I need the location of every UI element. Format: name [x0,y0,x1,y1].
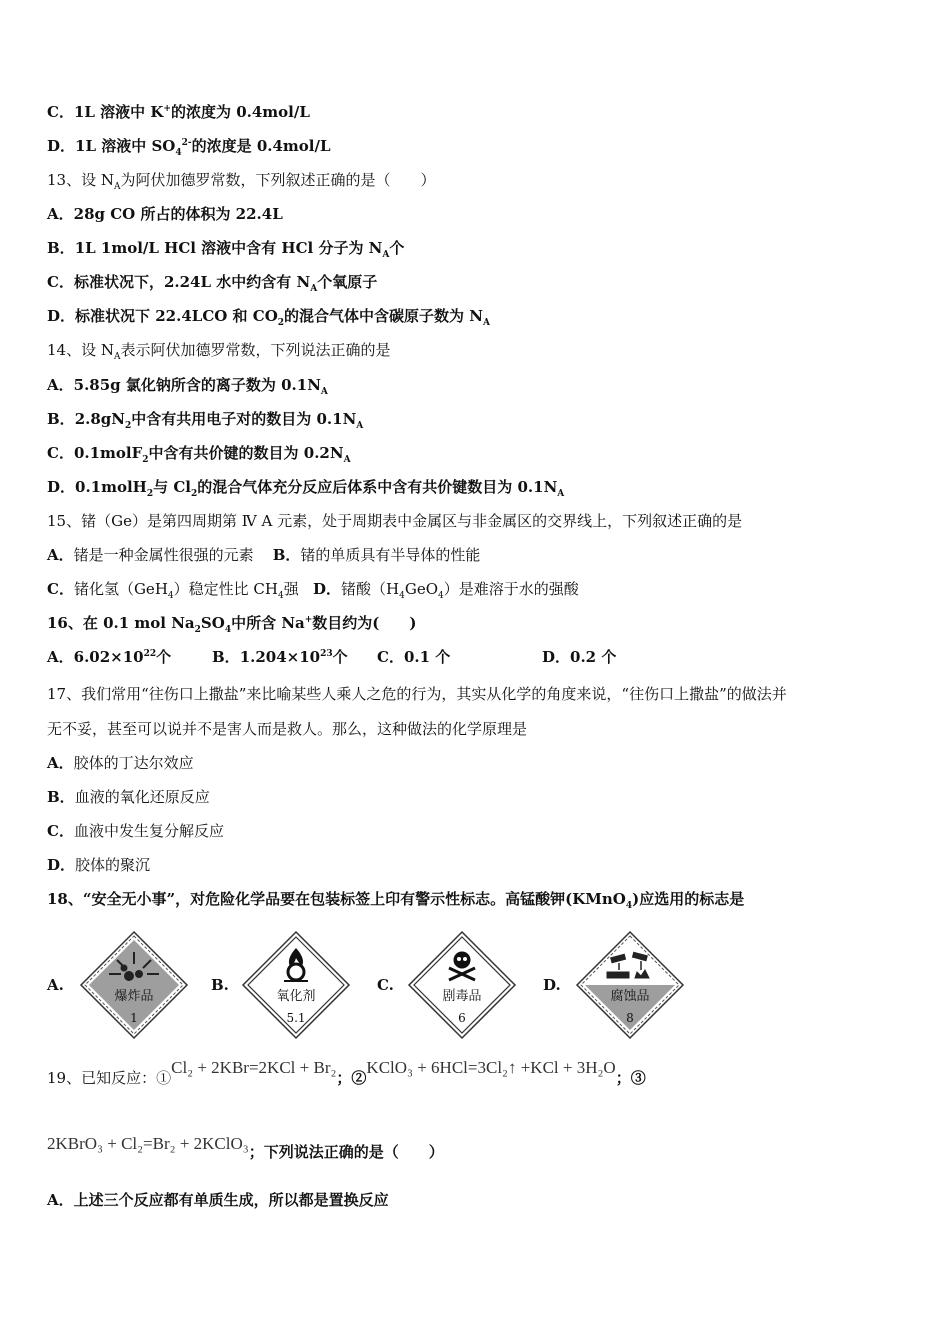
text: 的混合气体中含碳原子数为 N [284,307,483,325]
hazard-name: 腐蚀品 [610,989,650,1004]
hazard-class-number: 5.1 [286,1011,306,1025]
q14-option-a [47,375,328,395]
q13-option-c [47,272,377,292]
sub: A [482,318,490,328]
sub: 4 [438,591,444,601]
sub: A [382,250,390,260]
text: SO [200,614,225,632]
option-label: A． [47,546,74,564]
text: ）是难溶于水的强酸 [443,580,579,598]
reaction-formula-2: KClO₃ + 6HCl=3Cl₂↑ +KCl + 3H₂O [366,1058,616,1077]
text: 中所含 Na [231,614,305,632]
option-label: D. [543,976,561,994]
q16-options [47,647,616,667]
sup: + [304,615,313,625]
q18-stem [47,889,744,909]
option-label: D． [47,137,76,155]
text: 锗化氢（GeH [73,580,168,598]
option-label: B. [211,976,229,994]
option-label: B． [212,648,240,666]
q15-options-ab [47,545,480,565]
option-label: D． [47,856,76,874]
text: 0.1 个 [403,648,451,666]
text: 中含有共用电子对的数目为 0.1N [131,410,357,428]
q16-option-c [377,647,542,667]
sub: 4 [625,901,633,911]
text: 血液中发生复分解反应 [73,822,224,840]
sup: 23 [320,649,333,659]
q16-option-d [542,647,616,667]
option-label: C． [47,273,74,291]
q17-option-a [47,753,194,773]
sub: 4 [277,591,284,601]
hazard-name: 剧毒品 [442,989,482,1004]
oxidizer-hazard-sign [241,930,351,1040]
option-label: C． [47,822,74,840]
text: ；下列说法正确的是（ ） [248,1143,444,1161]
text: 的浓度是 0.4mol/L [191,137,331,155]
q17-option-b [47,787,210,807]
text: 表示阿伏加德罗常数，下列说法正确的是 [120,341,391,359]
option-label: C. [377,976,394,994]
option-label: B． [47,239,75,257]
reaction-formula-1: Cl₂ + 2KBr=2KCl + Br₂ [171,1058,337,1077]
q14-option-b [47,409,363,429]
text: 标准状况下 22.4LCO 和 CO [75,307,278,325]
text: 血液的氧化还原反应 [74,788,210,806]
option-label: D． [47,478,76,496]
q17-stem-1 [47,684,787,704]
text: 无不妥，甚至可以说并不是害人而是救人。那么，这种做法的化学原理是 [47,720,528,738]
text: 为阿伏加德罗常数，下列叙述正确的是（ ） [120,171,436,189]
text: 28g CO 所占的体积为 22.4L [73,205,283,223]
option-label: C． [47,580,74,598]
sub: 2 [194,625,201,635]
text: 强 [283,580,299,598]
hazard-options [47,930,747,1040]
q16-option-a [47,647,212,667]
text: 胶体的聚沉 [75,856,151,874]
q17-option-c [47,821,224,841]
q13-stem [47,170,436,190]
sub: 4 [175,148,182,158]
q13-option-a [47,204,283,224]
hazard-class-number: 6 [458,1011,466,1025]
text: 数目约为( ) [312,614,417,632]
text: 上述三个反应都有单质生成，所以都是置换反应 [73,1191,389,1209]
sub: 2 [190,489,198,499]
sub: 4 [399,591,405,601]
text: 个 [156,648,172,666]
circled-number: ；③ [615,1069,646,1087]
sub: A [310,284,318,294]
sub: 2 [146,489,154,499]
explosive-hazard-sign [79,930,189,1040]
option-label: D． [542,648,571,666]
sup: 22 [143,649,157,659]
text: 19、已知反应： [47,1069,157,1087]
sub: 4 [167,591,174,601]
sub: A [113,352,121,362]
corrosive-hazard-sign [575,930,685,1040]
text: ）稳定性比 CH [173,580,278,598]
sub: A [320,387,328,397]
text: 1L 1mol/L HCl 溶液中含有 HCl 分子为 N [74,239,383,257]
option-label: A． [47,376,74,394]
text: 与 Cl [153,478,191,496]
reaction-formula-3: 2KBrO₃ + Cl₂=Br₂ + 2KClO₃ [47,1134,249,1153]
option-label: A． [47,205,74,223]
text: 锗酸（H [341,580,400,598]
sub: A [113,182,121,192]
q17-stem-2 [47,719,527,739]
q13-option-d [47,306,490,326]
text: 1L 溶液中 K [73,103,164,121]
q12-option-d [47,136,331,156]
q13-option-b [47,238,404,258]
text: 个 [389,239,405,257]
text: 标准状况下，2.24L 水中约含有 N [73,273,311,291]
text: GeO [404,580,439,598]
option-label: C． [47,103,74,121]
sub: 2 [124,421,132,431]
hazard-name: 氧化剂 [276,989,316,1004]
circled-number: ① [156,1069,172,1087]
option-label: C． [377,648,404,666]
text: 5.85g 氯化钠所含的离子数为 0.1N [73,376,321,394]
sub: A [557,489,565,499]
sub: A [343,455,351,465]
q15-options-cd [47,579,579,599]
option-label: A． [47,1191,74,1209]
sup: 2- [181,138,192,148]
text: 2.8gN [74,410,125,428]
text: 个氧原子 [317,273,378,291]
option-label: A． [47,754,74,772]
text: 0.1molH [75,478,147,496]
q19-stem [47,1058,646,1088]
hazard-name: 爆炸品 [114,989,154,1004]
text: 0.2 个 [570,648,617,666]
q12-option-c [47,102,310,122]
option-label: D． [313,580,342,598]
text: 锗的单质具有半导体的性能 [300,546,481,564]
text: 14、设 N [47,341,114,359]
text: 中含有共价键的数目为 0.2N [148,444,344,462]
option-label: B． [47,410,75,428]
text: 个 [332,648,348,666]
sub: 2 [142,455,149,465]
q19-stem-2 [47,1134,444,1161]
option-label: C． [47,444,74,462]
option-label: B． [47,788,75,806]
option-label: A. [47,976,64,994]
text: 15、锗（Ge）是第四周期第 Ⅳ A 元素，处于周期表中金属区与非金属区的交界线上，下列叙述正确的是 [47,512,743,530]
text: 锗是一种金属性很强的元素 [73,546,254,564]
q15-stem [47,511,742,531]
text: 1.204×10 [239,648,321,666]
text: 16、在 0.1 mol Na [47,614,195,632]
text: 0.1molF [73,444,143,462]
text: 13、设 N [47,171,114,189]
circled-number: ；② [336,1069,367,1087]
hazard-class-number: 8 [626,1011,634,1025]
q14-option-d [47,477,564,497]
text: 胶体的丁达尔效应 [73,754,194,772]
text: 的混合气体充分反应后体系中含有共价键数目为 0.1N [197,478,558,496]
option-label: D． [47,307,76,325]
hazard-class-number: 1 [130,1011,138,1025]
q16-option-b [212,647,377,667]
sup: + [163,104,171,114]
q19-option-a [47,1190,389,1210]
text: 的浓度为 0.4mol/L [170,103,310,121]
sub: A [356,421,364,431]
text: 17、我们常用“往伤口上撒盐”来比喻某些人乘人之危的行为，其实从化学的角度来说，“往伤口上撒盐”的做法并 [47,685,787,703]
q17-option-d [47,855,150,875]
text: 1L 溶液中 SO [75,137,176,155]
option-label: A． [47,648,74,666]
q14-option-c [47,443,351,463]
sub: 2 [277,318,285,328]
text: 6.02×10 [73,648,144,666]
text: 18、“安全无小事”，对危险化学品要在包装标签上印有警示性标志。高锰酸钾(KMnO [47,890,626,908]
q14-stem [47,340,391,360]
text: )应选用的标志是 [632,890,745,908]
toxic-hazard-sign [407,930,517,1040]
option-label: B． [272,546,301,564]
q16-stem [47,613,417,633]
sub: 4 [224,625,232,635]
